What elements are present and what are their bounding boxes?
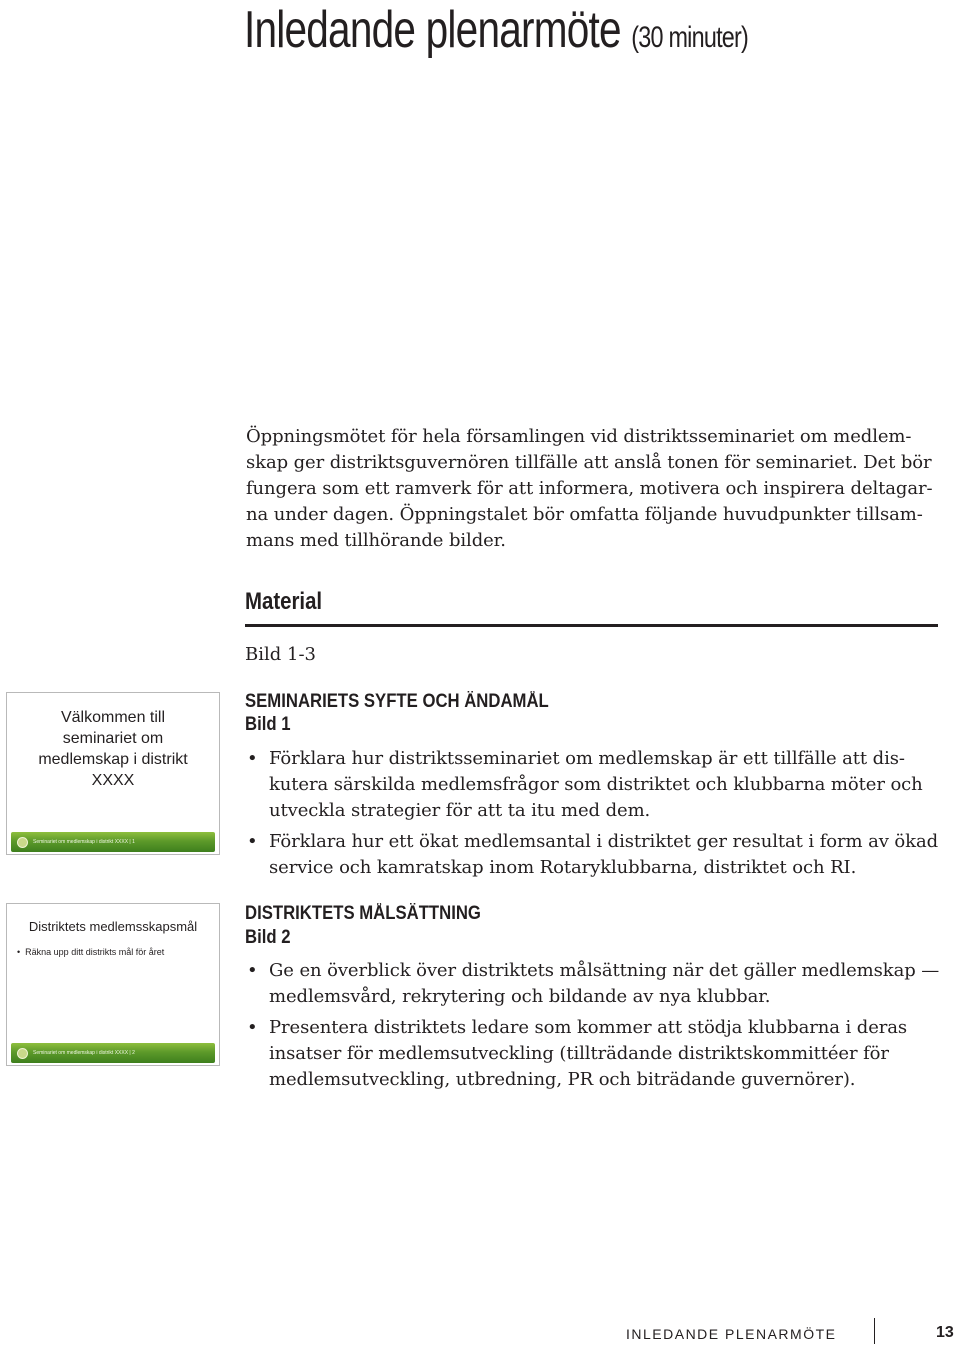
section-title: SEMINARIETS SYFTE OCH ÄNDAMÅL: [245, 691, 549, 712]
intro-line: mans med tillhörande bilder.: [246, 530, 506, 551]
slide-range-label: Bild 1-3: [245, 644, 316, 665]
slide-footer-bar: [11, 832, 215, 852]
slide-thumbnail-1: [6, 692, 220, 855]
bullet-icon: •: [247, 960, 258, 981]
bullet-list: [245, 958, 945, 1098]
bullet-list: [245, 746, 945, 886]
list-item-line: insatser för medlemsutveckling (tillträdande distriktskommittéer för: [269, 1043, 889, 1064]
list-item-line: service och kamratskap inom Rotaryklubbarna, distriktet och RI.: [269, 857, 857, 878]
list-item: [245, 829, 945, 881]
slide-title-line: seminariet om: [62, 730, 164, 747]
slide-footer-text: Seminariet om medlemskap i distrikt XXXX | 1: [33, 839, 135, 845]
list-item-line: kutera särskilda medlemsfrågor som distriktet och klubbarna möter och: [269, 774, 923, 795]
material-divider: [245, 624, 938, 627]
page-title-text: Inledande plenarmöte: [244, 1, 621, 59]
bullet-icon: •: [247, 831, 258, 852]
bullet-icon: •: [247, 1017, 258, 1038]
section-title: DISTRIKTETS MÅLSÄTTNING: [245, 903, 481, 924]
bullet-icon: •: [247, 748, 258, 769]
list-item: [245, 958, 945, 1010]
intro-line: Öppningsmötet för hela församlingen vid distriktsseminariet om medlem-: [246, 426, 912, 447]
list-item-line: Förklara hur ett ökat medlemsantal i distriktet ger resultat i form av ökad: [269, 831, 939, 852]
list-item: [245, 746, 945, 824]
intro-line: fungera som ett ramverk för att informera, motivera och inspirera deltagar-: [246, 478, 933, 499]
intro-paragraph: [246, 424, 946, 554]
list-item-line: utveckla strategier för att ta itu med dem.: [269, 800, 651, 821]
slide-title: [7, 707, 219, 791]
slide-footer-bar: [11, 1043, 215, 1063]
list-item-line: Förklara hur distriktsseminariet om medlemskap är ett tillfälle att dis-: [269, 748, 905, 769]
slide-title: Distriktets medlemsskapsmål: [28, 919, 198, 934]
running-footer: INLEDANDE PLENARMÖTE: [626, 1326, 837, 1342]
bullet-icon: •: [17, 947, 21, 957]
list-item-line: medlemsutveckling, utbredning, PR och biträdande guvernörer).: [269, 1069, 856, 1090]
rotary-logo-icon: [17, 1048, 28, 1059]
intro-line: skap ger distriktsguvernören tillfälle att anslå tonen för seminariet. Det bör: [246, 452, 932, 473]
intro-line: na under dagen. Öppningstalet bör omfatta följande huvudpunkter tillsam-: [246, 504, 923, 525]
page-number: 13: [936, 1324, 954, 1341]
list-item-line: Presentera distriktets ledare som kommer att stödja klubbarna i deras: [269, 1017, 908, 1038]
list-item-line: medlemsvård, rekrytering och bildande av nya klubbar.: [269, 986, 771, 1007]
material-heading: Material: [245, 588, 323, 615]
slide-footer-text: Seminariet om medlemskap i distrikt XXXX | 2: [33, 1050, 135, 1056]
section-subtitle: Bild 1: [245, 714, 291, 735]
page-title: [244, 0, 748, 68]
slide-title-line: medlemskap i distrikt: [38, 751, 188, 768]
slide-title-line: XXXX: [91, 772, 135, 789]
rotary-logo-icon: [17, 837, 28, 848]
slide-bullet-text: Räkna upp ditt distrikts mål för året: [25, 947, 165, 957]
slide-title-line: Välkommen till: [60, 709, 166, 726]
duration-label: (30 minuter): [631, 21, 749, 54]
footer-divider: [874, 1318, 875, 1344]
list-item: [245, 1015, 945, 1093]
section-subtitle: Bild 2: [245, 927, 291, 948]
slide-thumbnail-2: [6, 903, 220, 1066]
list-item-line: Ge en överblick över distriktets målsättning när det gäller medlemskap —: [269, 960, 940, 981]
slide-bullet-item: [17, 946, 164, 958]
